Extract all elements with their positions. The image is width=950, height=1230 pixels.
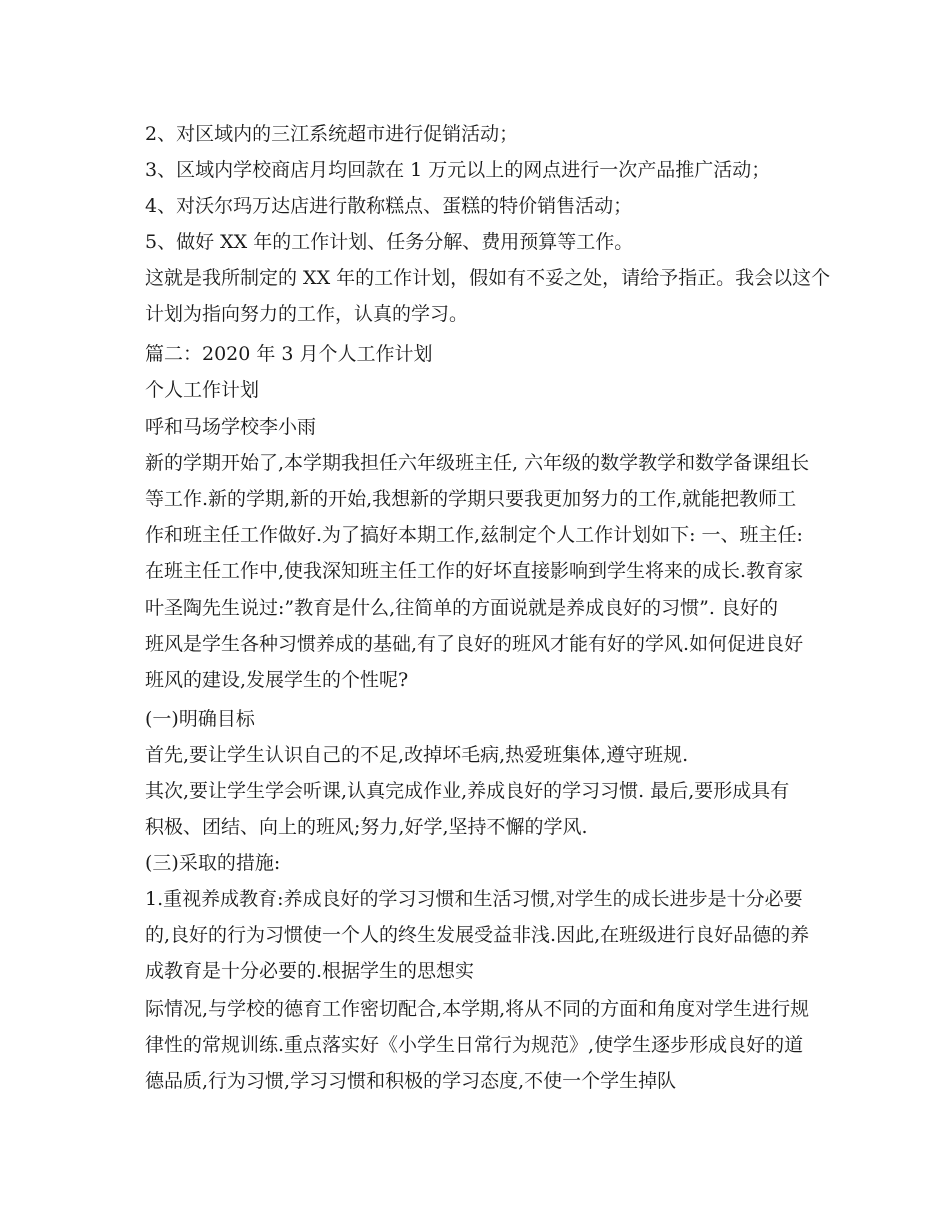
- list-item-5: 5、做好 XX 年的工作计划、任务分解、费用预算等工作。: [145, 231, 634, 253]
- paragraph-line: 在班主任工作中,使我深知班主任工作的好坏直接影响到学生将来的成长.教育家: [145, 560, 804, 582]
- paragraph-line: 1.重视养成教育:养成良好的学习习惯和生活习惯,对学生的成长进步是十分必要: [145, 888, 803, 910]
- paragraph-line: 计划为指向努力的工作，认真的学习。: [145, 303, 469, 325]
- paragraph-line: 首先,要让学生认识自己的不足,改掉坏毛病,热爱班集体,遵守班规.: [145, 744, 689, 766]
- subsection-heading: (三)采取的措施:: [145, 852, 281, 874]
- list-item-2: 2、对区域内的三江系统超市进行促销活动；: [145, 123, 519, 145]
- paragraph-line: 这就是我所制定的 XX 年的工作计划，假如有不妥之处，请给予指正。我会以这个: [145, 267, 831, 289]
- paragraph-line: 德品质,行为习惯,学习习惯和积极的学习态度,不使一个学生掉队: [145, 1070, 677, 1092]
- paragraph-line: 叶圣陶先生说过:”教育是什么,往简单的方面说就是养成良好的习惯”. 良好的: [145, 597, 778, 619]
- section-heading: 篇二：2020 年 3 月个人工作计划: [145, 343, 433, 365]
- paragraph-line: 成教育是十分必要的.根据学生的思想实: [145, 960, 475, 982]
- paragraph-line: 班风的建设,发展学生的个性呢?: [145, 669, 409, 691]
- paragraph-line: 班风是学生各种习惯养成的基础,有了良好的班风才能有好的学风.如何促进良好: [145, 633, 804, 655]
- paragraph-line: 等工作.新的学期,新的开始,我想新的学期只要我更加努力的工作,就能把教师工: [145, 488, 797, 510]
- paragraph-line: 其次,要让学生学会听课,认真完成作业,养成良好的学习习惯. 最后,要形成具有: [145, 780, 790, 802]
- paragraph-line: 律性的常规训练.重点落实好《小学生日常行为规范》,使学生逐步形成良好的道: [145, 1034, 804, 1056]
- paragraph-line: 作和班主任工作做好.为了搞好本期工作,兹制定个人工作计划如下: 一、班主任:: [145, 524, 803, 546]
- document-title: 个人工作计划: [145, 379, 260, 401]
- paragraph-line: 的,良好的行为习惯使一个人的终生发展受益非浅.因此,在班级进行良好品德的养: [145, 924, 810, 946]
- paragraph-line: 际情况,与学校的德育工作密切配合,本学期,将从不同的方面和角度对学生进行规: [145, 998, 810, 1020]
- author-line: 呼和马场学校李小雨: [145, 416, 317, 438]
- list-item-4: 4、对沃尔玛万达店进行散称糕点、蛋糕的特价销售活动；: [145, 195, 633, 217]
- list-item-3: 3、区域内学校商店月均回款在 1 万元以上的网点进行一次产品推广活动；: [145, 159, 771, 181]
- paragraph-line: 积极、团结、向上的班风;努力,好学,坚持不懈的学风.: [145, 816, 588, 838]
- subsection-heading: (一)明确目标: [145, 708, 255, 730]
- paragraph-line: 新的学期开始了,本学期我担任六年级班主任, 六年级的数学教学和数学备课组长: [145, 452, 810, 474]
